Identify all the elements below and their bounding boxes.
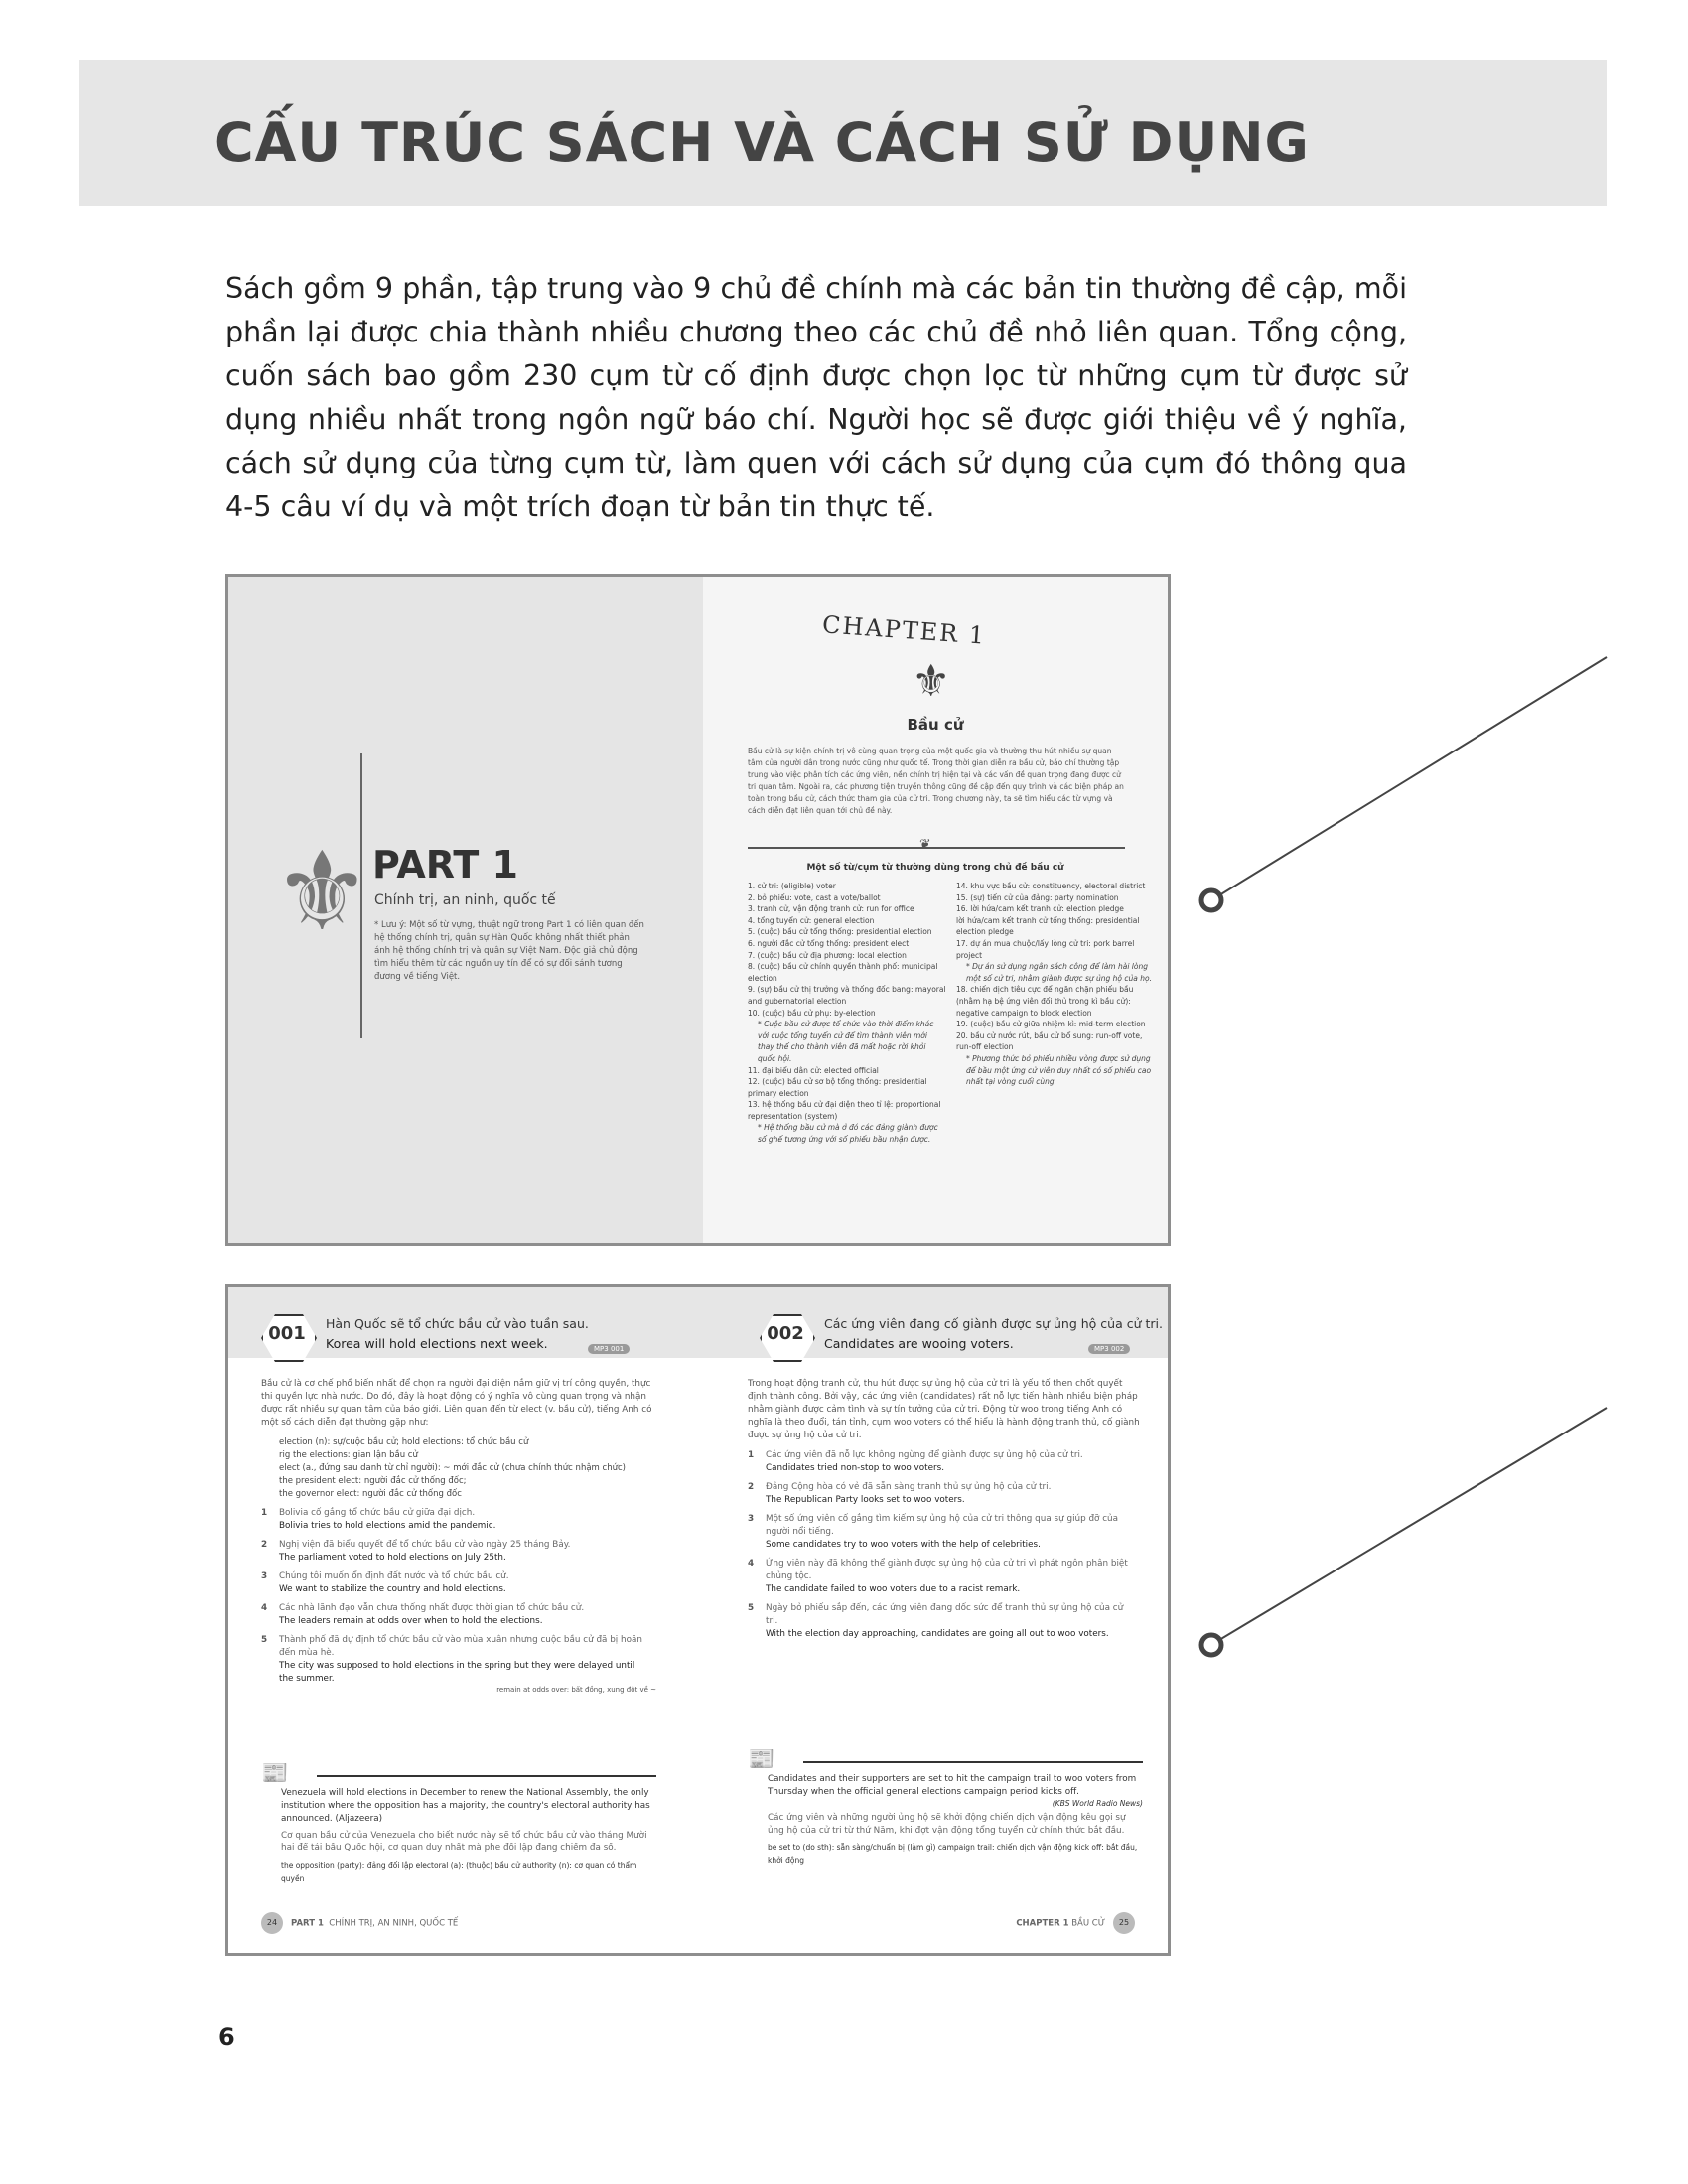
example-en: Candidates tried non-stop to woo voters. — [766, 1463, 944, 1473]
example-number: 1 — [261, 1508, 268, 1518]
example-item — [261, 1570, 656, 1596]
vocab-block — [261, 1436, 656, 1501]
vocab-item: 11. đại biểu dân cử: elected official — [748, 1065, 879, 1075]
news-vn: Các ứng viên và những người ủng hộ sẽ khởi động chiến dịch vận động kêu gọi sự ủng hộ của cử tri từ thứ Năm, khi đợt vận động tổng tuyển cử chính thức bắt đầu. — [768, 1813, 1126, 1836]
newspaper-icon: 📰 — [748, 1747, 775, 1772]
vocab-item: 1. cử tri: (eligible) voter — [748, 882, 836, 890]
example-en: The city was supposed to hold elections in the spring but they were delayed until the summer. — [279, 1661, 635, 1684]
vocab-item: 19. (cuộc) bầu cử giữa nhiệm kì: mid-term election — [956, 1020, 1146, 1029]
example-vn: Ứng viên này đã không thể giành được sự ủng hộ của cử tri vì phát ngôn phân biệt chủng tộc. — [766, 1559, 1128, 1581]
vocab-item: 7. (cuộc) bầu cử địa phương: local election — [748, 950, 907, 960]
example-number: 5 — [748, 1603, 755, 1613]
footer-page-number: 24 — [261, 1912, 283, 1934]
expression-vn: Các ứng viên đang cố giành được sự ủng hộ của cử tri. — [824, 1316, 1163, 1331]
example-number: 3 — [261, 1571, 268, 1581]
example-number: 1 — [748, 1450, 755, 1460]
vocab-item: * Cuộc bầu cử được tổ chức vào thời điểm khác với cuộc tổng tuyển cử để tìm thành viên mới thay thế cho thành viên đã mất hoặc rời khỏi quốc hội. — [758, 1020, 934, 1063]
example-en: The parliament voted to hold elections on July 25th. — [279, 1553, 506, 1563]
page-footer-left — [261, 1912, 458, 1934]
vocab-item: 18. chiến dịch tiêu cực để ngăn chặn phiếu bầu (nhằm hạ bệ ứng viên đối thủ trong kì bầu cử): negative campaign to block election — [956, 985, 1134, 1018]
example-vn: Ngày bỏ phiếu sắp đến, các ứng viên đang dốc sức để tranh thủ sự ủng hộ của cử tri. — [766, 1603, 1124, 1626]
vocab-item: 16. lời hứa/cam kết tranh cử: election pledge — [956, 904, 1124, 914]
news-rule — [803, 1761, 1143, 1763]
footer-part-name: CHÍNH TRỊ, AN NINH, QUỐC TẾ — [329, 1918, 459, 1929]
example-item — [748, 1602, 1143, 1641]
expression-number: 002 — [767, 1323, 804, 1344]
example-number: 4 — [261, 1603, 268, 1613]
news-excerpt — [261, 1761, 656, 1885]
ornament-icon: ❦ — [919, 837, 931, 853]
news-en: Venezuela will hold elections in December to renew the National Assembly, the only institution where the opposition has a majority, the country's electoral authority has announced. (Aljazeera) — [281, 1788, 650, 1824]
explanation: Trong hoạt động tranh cử, thu hút được sự ủng hộ của cử tri là yếu tố then chốt quyết định thành công. Bởi vậy, các ứng viên (candidates) rất nỗ lực tiến hành nhiều biện pháp nhằm giành được cảm tình và sự tín tưởng của cử tri. Động từ woo trong tiếng Anh có nghĩa là theo đuổi, tán tỉnh, cụm woo voters có thể hiểu là hành động tranh thủ, cố giành được sự ủng hộ của cử tri. — [748, 1379, 1140, 1440]
vocab-item: lời hứa/cam kết tranh cử tổng thống: presidential election pledge — [956, 915, 1140, 937]
example-item — [748, 1481, 1143, 1507]
spread-part-intro — [225, 574, 1171, 1246]
example-vn: Đảng Cộng hòa có vẻ đã sẵn sàng tranh thủ sự ủng hộ của cử tri. — [766, 1482, 1052, 1492]
right-page-content — [748, 1378, 1143, 1641]
example-vn: Các nhà lãnh đạo vẫn chưa thống nhất được thời gian tổ chức bầu cử. — [279, 1603, 585, 1613]
footer-chapter-name: BẦU CỬ — [1071, 1918, 1105, 1929]
example-item — [261, 1634, 656, 1686]
example-en: With the election day approaching, candidates are going all out to woo voters. — [766, 1629, 1109, 1639]
part-title: PART 1 — [372, 843, 518, 887]
intro-paragraph: Sách gồm 9 phần, tập trung vào 9 chủ đề chính mà các bản tin thường đề cập, mỗi phần lại được chia thành nhiều chương theo các chủ đề nhỏ liên quan. Tổng cộng, cuốn sách bao gồm 230 cụm từ cố định được chọn lọc từ những cụm từ được sử dụng nhiều nhất trong ngôn ngữ báo chí. Người học sẽ được giới thiệu về ý nghĩa, cách sử dụng của từng cụm từ, làm quen với cách sử dụng của cụm đó thông qua 4-5 câu ví dụ và một trích đoạn từ bản tin thực tế. — [225, 271, 1407, 523]
footer-part: PART 1 — [291, 1918, 324, 1929]
example-en: Bolivia tries to hold elections amid the pandemic. — [279, 1521, 496, 1531]
example-vn: Nghị viện đã biểu quyết để tổ chức bầu cử vào ngày 25 tháng Bảy. — [279, 1540, 571, 1550]
example-number: 2 — [748, 1482, 755, 1492]
vocab-item: 3. tranh cử, vận động tranh cử: run for office — [748, 904, 914, 914]
callout-line — [1219, 1408, 1607, 1640]
vocab-item: the president elect: người đắc cử thống đốc; — [279, 1476, 467, 1486]
spread-expressions — [225, 1284, 1171, 1956]
explanation: Bầu cử là cơ chế phổ biến nhất để chọn ra người đại diện nắm giữ vị trí công quyền, thực thi quyền lực nhà nước. Do đó, đây là hoạt động có ý nghĩa vô cùng quan trọng và nhận được rất nhiều sự quan tâm của báo giới. Liên quan đến từ elect (v. bầu cử), tiếng Anh có một số cách diễn đạt thường gặp như: — [261, 1379, 652, 1428]
vocab-item: * Dự án sử dụng ngân sách công để làm hài lòng một số cử tri, nhằm giành được sự ủng hộ của họ. — [966, 962, 1152, 983]
chapter-name: Bầu cử — [907, 716, 964, 734]
footer-page-number: 25 — [1113, 1912, 1135, 1934]
example-item — [748, 1558, 1143, 1596]
example-vn: Chúng tôi muốn ổn định đất nước và tổ chức bầu cử. — [279, 1571, 509, 1581]
example-item — [261, 1507, 656, 1533]
page-number: 6 — [218, 2023, 235, 2051]
example-number: 5 — [261, 1635, 268, 1645]
footer-chapter: CHAPTER 1 — [1016, 1918, 1069, 1929]
example-en: We want to stabilize the country and hold elections. — [279, 1584, 506, 1594]
chapter-page — [703, 577, 1168, 1243]
vocab-item: rig the elections: gian lận bầu cử — [279, 1450, 418, 1460]
vocab-item: * Hệ thống bầu cử mà ở đó các đảng giành được số ghế tương ứng với số phiếu bầu nhận được. — [758, 1123, 938, 1145]
mp3-badge: MP3 001 — [588, 1344, 630, 1354]
callout-dot — [1201, 890, 1221, 910]
vocab-heading: Một số từ/cụm từ thường dùng trong chủ đề bầu cử — [806, 863, 1064, 873]
fleur-de-lis-icon: ⚜ — [912, 656, 951, 707]
example-item — [261, 1602, 656, 1628]
example-item — [748, 1449, 1143, 1475]
example-number: 3 — [748, 1514, 755, 1524]
vocab-item: 14. khu vực bầu cử: constituency, electoral district — [956, 882, 1146, 890]
mp3-badge: MP3 002 — [1088, 1344, 1130, 1354]
chapter-title: CHAPTER 1 — [821, 611, 988, 650]
news-gloss: the opposition (party): đảng đối lập electoral (a): (thuộc) bầu cử authority (n): cơ quan có thẩm quyền — [281, 1861, 637, 1883]
page-footer-right — [1016, 1912, 1135, 1934]
example-vn: Các ứng viên đã nỗ lực không ngừng để giành được sự ủng hộ của cử tri. — [766, 1450, 1083, 1460]
example-list — [748, 1449, 1143, 1641]
example-en: The leaders remain at odds over when to hold the elections. — [279, 1616, 543, 1626]
page-title: CẤU TRÚC SÁCH VÀ CÁCH SỬ DỤNG — [214, 111, 1310, 174]
vocab-item: 17. dự án mua chuộc/lấy lòng cử tri: pork barrel project — [956, 938, 1135, 960]
vocab-item: 20. bầu cử nước rút, bầu cử bổ sung: run-off vote, run-off election — [956, 1030, 1143, 1052]
gloss-note: remain at odds over: bất đồng, xung đột về ~ — [496, 1686, 656, 1694]
example-vn: Bolivia cố gắng tổ chức bầu cử giữa đại dịch. — [279, 1508, 476, 1518]
news-gloss: be set to (do sth): sẵn sàng/chuẩn bị (làm gì) campaign trail: chiến dịch vận động kick off: bắt đầu, khởi động — [768, 1843, 1138, 1865]
header-band — [79, 60, 1607, 206]
vocab-item: 5. (cuộc) bầu cử tổng thống: presidential election — [748, 927, 932, 937]
vocab-item: elect (a., đứng sau danh từ chỉ người): ~ mới đắc cử (chưa chính thức nhậm chức) — [279, 1463, 626, 1473]
vocab-item: 2. bỏ phiếu: vote, cast a vote/ballot — [748, 892, 881, 902]
news-excerpt — [748, 1747, 1143, 1867]
chapter-intro: Bầu cử là sự kiện chính trị vô cùng quan trọng của một quốc gia và thường thu hút nhiều sự quan tâm của người dân trong nước cũng như quốc tế. Trong thời gian diễn ra bầu cử, báo chí thường tập trung vào việc phân tích các ứng viên, nền chính trị hiện tại và các vấn đề quan trọng đang được cử tri quan tâm. Ngoài ra, các phương tiện truyền thông cũng đề cập đến quy trình và các biện pháp an toàn trong bầu cử, cách thức tham gia của cử tri. Trong chương này, ta sẽ tìm hiểu các từ vựng và cách diễn đạt liên quan tới chủ đề này. — [748, 747, 1124, 815]
expression-number: 001 — [268, 1323, 306, 1344]
vocab-item: the governor elect: người đắc cử thống đốc — [279, 1489, 462, 1499]
vocab-item: 8. (cuộc) bầu cử chính quyền thành phố: municipal election — [748, 962, 938, 983]
example-list — [261, 1507, 656, 1686]
part-note: * Lưu ý: Một số từ vựng, thuật ngữ trong Part 1 có liên quan đến hệ thống chính trị, quân sự Hàn Quốc không nhất thiết phản ánh hệ thống chính trị và quân sự Việt Nam. Độc giả chủ động tìm hiểu thêm từ các nguồn uy tín để có sự đối sánh tương đương về tiếng Việt. — [374, 920, 644, 982]
news-vn: Cơ quan bầu cử của Venezuela cho biết nước này sẽ tổ chức bầu cử vào tháng Mười hai để tái bầu Quốc hội, cơ quan duy nhất mà phe đối lập đang chiếm đa số. — [281, 1831, 647, 1853]
example-item — [748, 1513, 1143, 1552]
newspaper-icon: 📰 — [261, 1761, 289, 1786]
example-vn: Thành phố đã dự định tổ chức bầu cử vào mùa xuân nhưng cuộc bầu cử đã bị hoãn đến mùa hè. — [279, 1635, 642, 1658]
expression-en: Korea will hold elections next week. — [326, 1336, 548, 1351]
part-subtitle: Chính trị, an ninh, quốc tế — [374, 892, 556, 908]
ornament-divider — [748, 847, 1125, 849]
example-en: Some candidates try to woo voters with the help of celebrities. — [766, 1540, 1041, 1550]
example-en: The Republican Party looks set to woo voters. — [766, 1495, 965, 1505]
part-page — [228, 577, 703, 1243]
example-number: 4 — [748, 1559, 755, 1569]
news-rule — [317, 1775, 656, 1777]
vocab-list-left — [748, 881, 946, 1146]
example-vn: Một số ứng viên cố gắng tìm kiếm sự ủng hộ của cử tri thông qua sự giúp đỡ của người nổi tiếng. — [766, 1514, 1119, 1537]
news-en: Candidates and their supporters are set to hit the campaign trail to woo voters from Thursday when the official general elections campaign period kicks off. — [768, 1774, 1137, 1797]
example-en: The candidate failed to woo voters due to a racist remark. — [766, 1584, 1021, 1594]
vocab-item: 10. (cuộc) bầu cử phụ: by-election — [748, 1008, 876, 1018]
callout-dot — [1201, 1635, 1221, 1655]
vocab-item: * Phương thức bỏ phiếu nhiều vòng được sử dụng để bầu một ứng cử viên duy nhất có số phiếu cao nhất tại vòng cuối cùng. — [966, 1053, 1152, 1087]
vocab-item: 9. (sự) bầu cử thị trưởng và thống đốc bang: mayoral and gubernatorial election — [748, 985, 946, 1006]
vocab-item: 12. (cuộc) bầu cử sơ bộ tổng thống: presidential primary election — [748, 1077, 927, 1098]
expression-vn: Hàn Quốc sẽ tổ chức bầu cử vào tuần sau. — [326, 1316, 589, 1331]
fleur-de-lis-icon: ⚜ — [273, 828, 371, 955]
example-number: 2 — [261, 1540, 268, 1550]
expression-en: Candidates are wooing voters. — [824, 1336, 1014, 1351]
vocab-item: 4. tổng tuyển cử: general election — [748, 915, 875, 925]
vocab-item: election (n): sự/cuộc bầu cử; hold elections: tổ chức bầu cử — [279, 1437, 529, 1447]
vocab-list-right — [956, 881, 1155, 1088]
left-page-content — [261, 1378, 656, 1694]
vocab-item: 6. người đắc cử tổng thống: president elect — [748, 938, 910, 948]
callout-line — [1219, 657, 1607, 895]
vocab-item: 15. (sự) tiến cử của đảng: party nomination — [956, 892, 1119, 902]
news-source: (KBS World Radio News) — [1052, 1799, 1143, 1808]
vocab-item: 13. hệ thống bầu cử đại diện theo tỉ lệ: proportional representation (system) — [748, 1100, 941, 1121]
example-item — [261, 1539, 656, 1565]
